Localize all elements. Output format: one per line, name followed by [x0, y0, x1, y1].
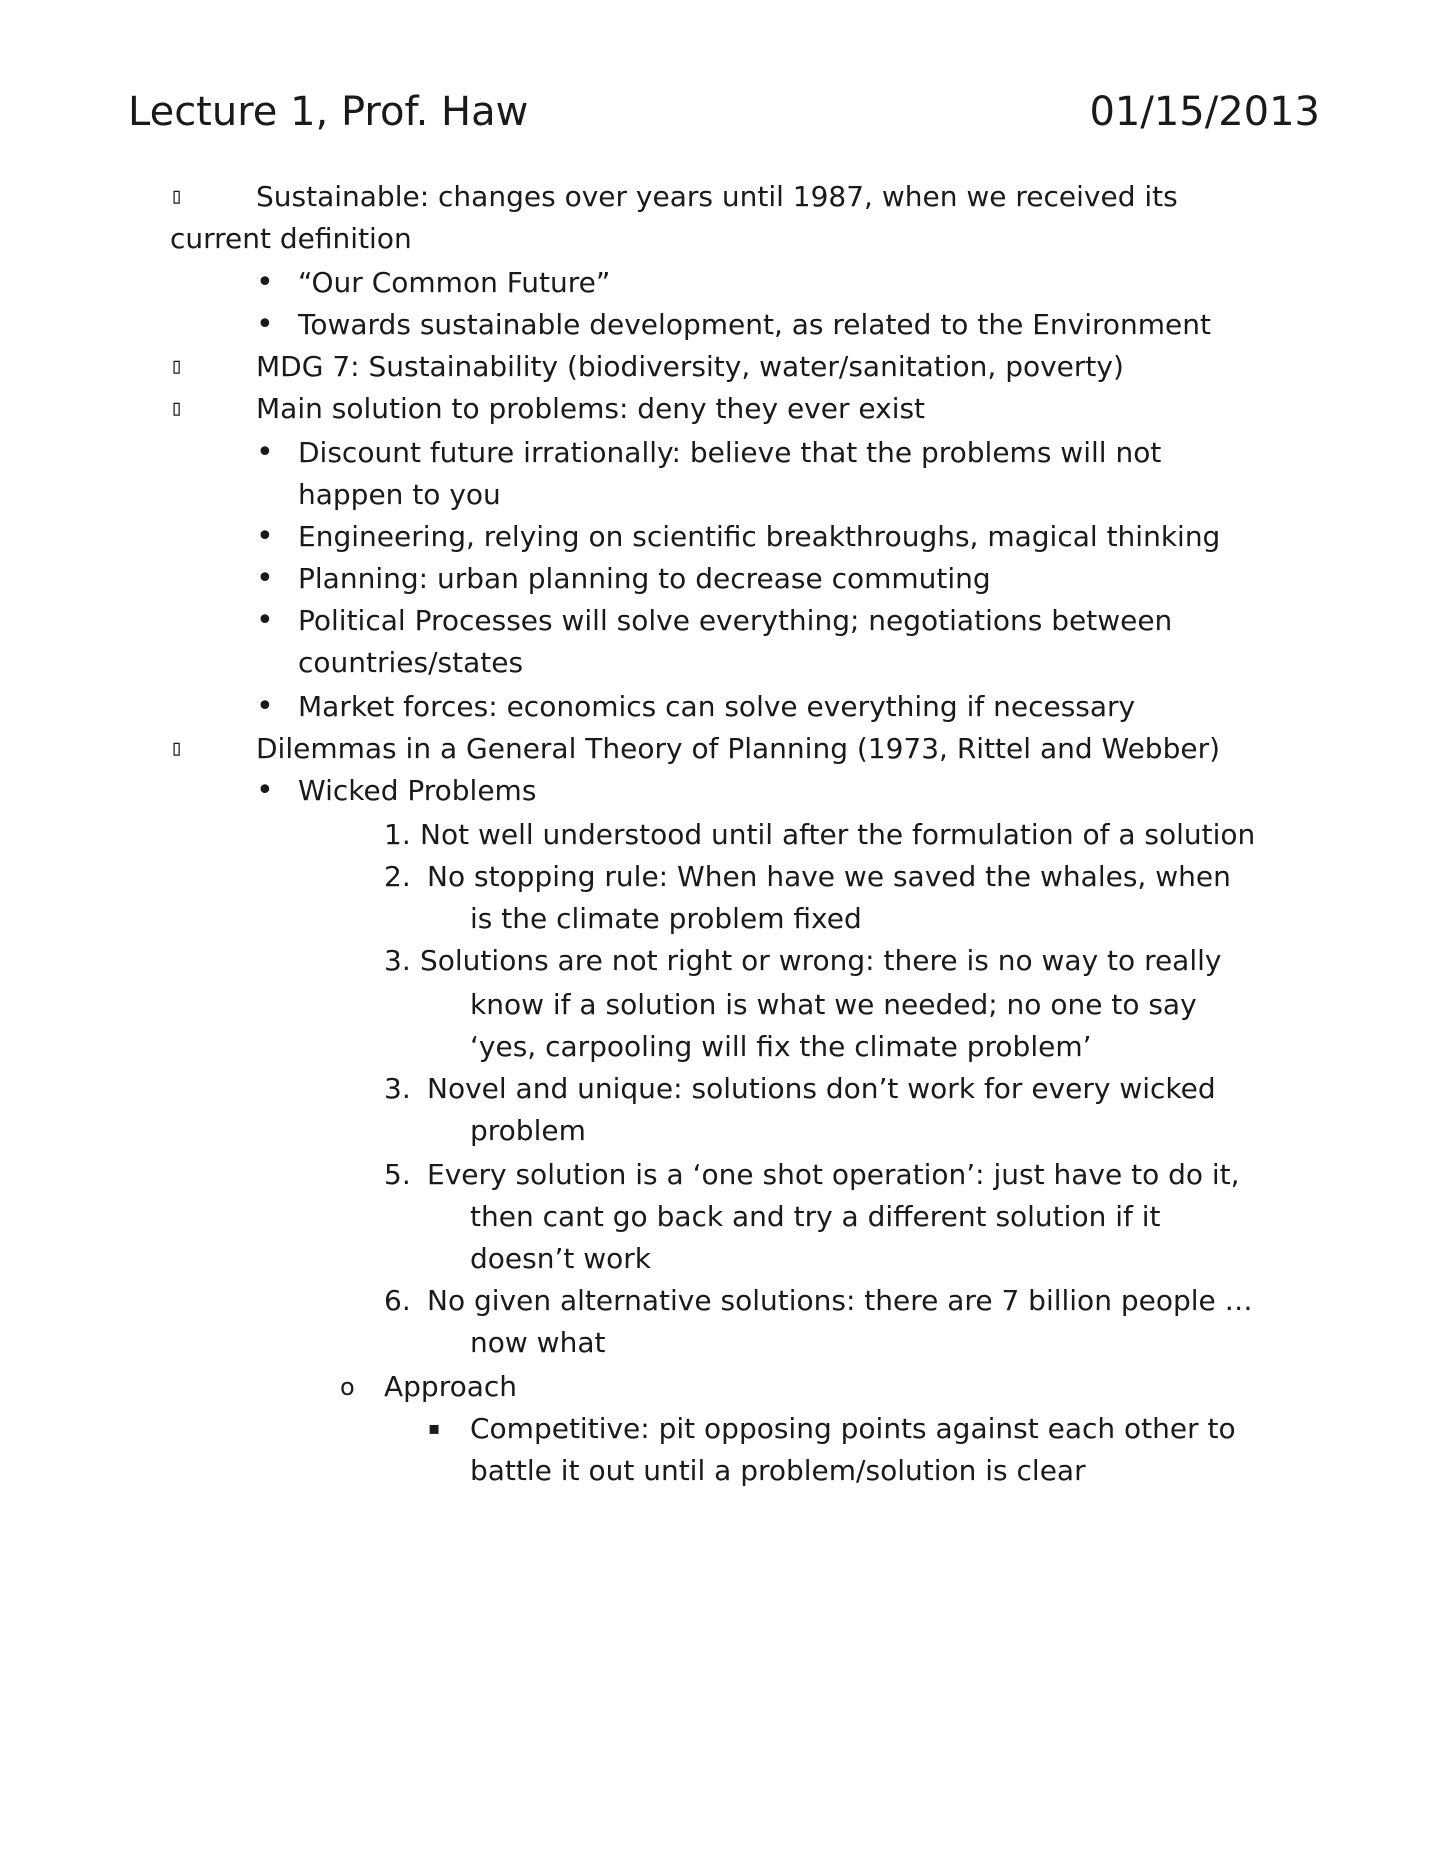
bullet-icon: • — [256, 689, 274, 724]
bullet-icon: • — [256, 435, 274, 470]
note-line: now what — [470, 1326, 606, 1359]
note-line: doesn’t work — [470, 1242, 652, 1275]
note-line: current definition — [170, 222, 412, 255]
note-line: Novel and unique: solutions don’t work for every wicked — [427, 1072, 1216, 1105]
note-line: happen to you — [298, 478, 501, 511]
bullet-icon: • — [256, 307, 274, 342]
bullet-icon: • — [256, 603, 274, 638]
note-line: MDG 7: Sustainability (biodiversity, water/sanitation, poverty) — [256, 350, 1124, 383]
note-line: Political Processes will solve everything; negotiations between — [298, 604, 1173, 637]
note-line: countries/states — [298, 646, 524, 679]
page-header — [128, 84, 1320, 140]
note-line: Market forces: economics can solve everything if necessary — [298, 690, 1136, 723]
lecture-date: 01/15/2013 — [1089, 89, 1320, 135]
note-line: Discount future irrationally: believe that the problems will not — [298, 436, 1162, 469]
box-bullet-icon: ▯ — [170, 396, 184, 421]
note-line: Sustainable: changes over years until 1987, when we received its — [256, 180, 1178, 213]
note-line: is the climate problem fixed — [470, 902, 862, 935]
note-line: know if a solution is what we needed; no one to say — [470, 988, 1197, 1021]
box-bullet-icon: ▯ — [170, 184, 184, 209]
note-line: Every solution is a ‘one shot operation’: just have to do it, — [427, 1158, 1240, 1191]
square-bullet-icon: ▪ — [428, 1418, 441, 1439]
bullet-icon: • — [256, 265, 274, 300]
bullet-icon: • — [256, 773, 274, 808]
list-number: 3. — [384, 944, 411, 977]
list-number: 5. — [384, 1158, 411, 1191]
note-line: Towards sustainable development, as related to the Environment — [298, 308, 1211, 341]
list-number: 3. — [384, 1072, 411, 1105]
note-line: Competitive: pit opposing points against each other to — [470, 1412, 1236, 1445]
box-bullet-icon: ▯ — [170, 354, 184, 379]
note-line: Engineering, relying on scientific breakthroughs, magical thinking — [298, 520, 1221, 553]
note-line: “Our Common Future” — [298, 266, 611, 299]
bullet-icon: • — [256, 519, 274, 554]
note-line: battle it out until a problem/solution is clear — [470, 1454, 1086, 1487]
list-number: 1. — [384, 818, 411, 851]
note-line: Dilemmas in a General Theory of Planning (1973, Rittel and Webber) — [256, 732, 1221, 765]
note-line: Planning: urban planning to decrease commuting — [298, 562, 991, 595]
list-number: 2. — [384, 860, 411, 893]
note-line: problem — [470, 1114, 586, 1147]
circle-bullet-icon: o — [340, 1373, 355, 1401]
note-line: No given alternative solutions: there are 7 billion people … — [427, 1284, 1253, 1317]
note-line: Solutions are not right or wrong: there is no way to really — [420, 944, 1222, 977]
bullet-icon: • — [256, 561, 274, 596]
list-number: 6. — [384, 1284, 411, 1317]
note-line: No stopping rule: When have we saved the whales, when — [427, 860, 1231, 893]
note-line: then cant go back and try a different solution if it — [470, 1200, 1161, 1233]
note-line: Approach — [384, 1370, 518, 1403]
lecture-title: Lecture 1, Prof. Haw — [128, 89, 529, 135]
note-line: Wicked Problems — [298, 774, 537, 807]
note-line: ‘yes, carpooling will fix the climate problem’ — [470, 1030, 1092, 1063]
note-line: Main solution to problems: deny they ever exist — [256, 392, 926, 425]
note-line: Not well understood until after the formulation of a solution — [420, 818, 1256, 851]
box-bullet-icon: ▯ — [170, 736, 184, 761]
